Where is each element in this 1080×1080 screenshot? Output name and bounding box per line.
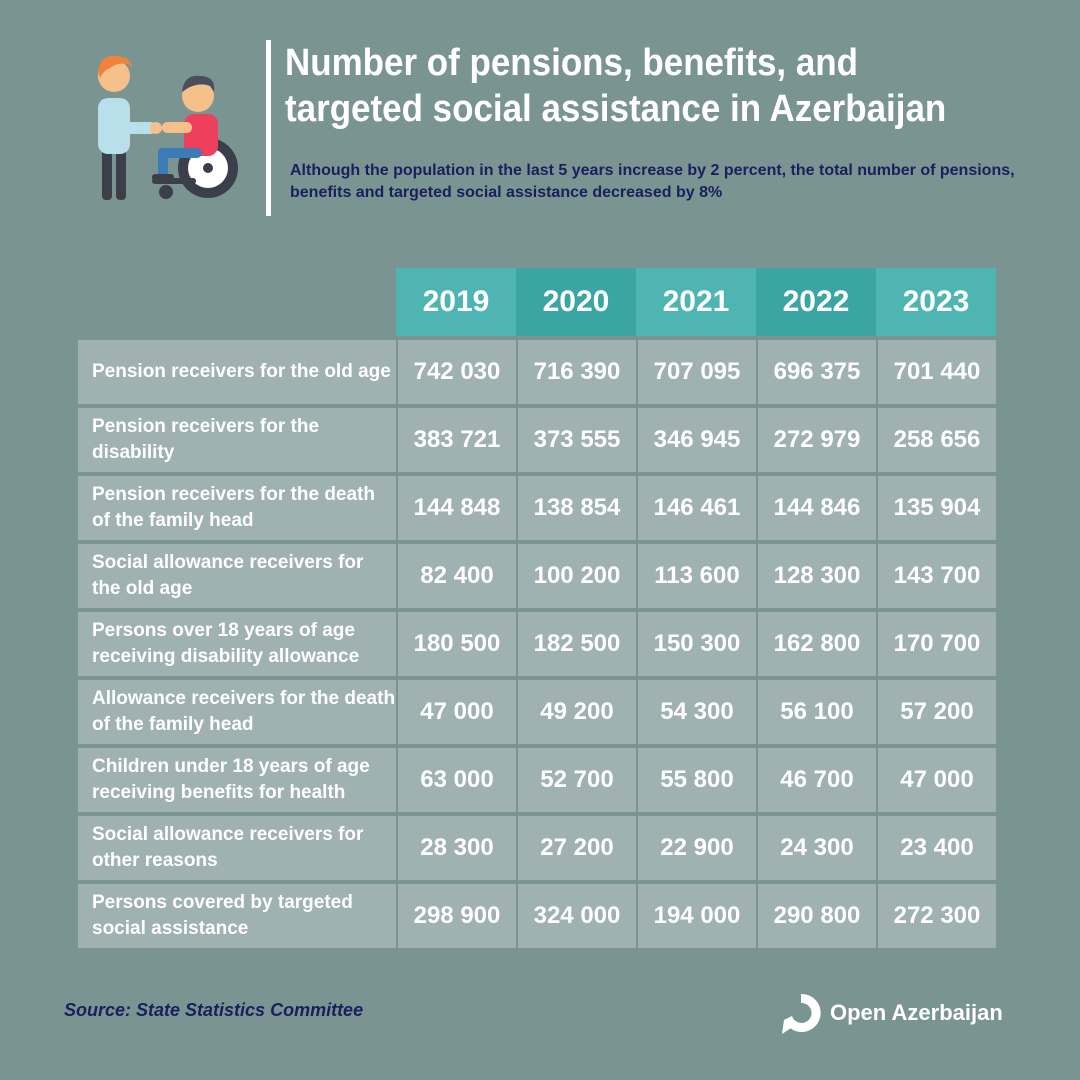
table-row <box>78 884 999 948</box>
year-header-2021: 2021 <box>636 268 756 336</box>
table-row <box>78 816 999 880</box>
table-cell: 54 300 <box>636 680 756 744</box>
table-cell: 47 000 <box>396 680 516 744</box>
brand-name: Open Azerbaijan <box>830 1000 1003 1025</box>
row-label: Social allowance receivers for other reasons <box>78 816 396 880</box>
year-header-2022: 2022 <box>756 268 876 336</box>
table-cell: 100 200 <box>516 544 636 608</box>
table-cell: 707 095 <box>636 340 756 404</box>
table-row <box>78 748 999 812</box>
person-shaking-hands-with-wheelchair-user-illustration <box>88 40 248 210</box>
table-cell: 146 461 <box>636 476 756 540</box>
row-label: Pension receivers for the old age <box>78 340 396 404</box>
table-cell: 170 700 <box>876 612 996 676</box>
page-title: Number of pensions, benefits, and targeted social assistance in Azerbaijan <box>285 42 947 130</box>
table-cell: 144 846 <box>756 476 876 540</box>
row-label: Pension receivers for the death of the family head <box>78 476 396 540</box>
row-label: Allowance receivers for the death of the family head <box>78 680 396 744</box>
row-label: Social allowance receivers for the old age <box>78 544 396 608</box>
table-cell: 57 200 <box>876 680 996 744</box>
table-cell: 182 500 <box>516 612 636 676</box>
page-subtitle: Although the population in the last 5 years increase by 2 percent, the total number of pensions, benefits and targeted social assistance decreased by 8% <box>290 162 1015 201</box>
table-cell: 113 600 <box>636 544 756 608</box>
table-cell: 56 100 <box>756 680 876 744</box>
table-cell: 49 200 <box>516 680 636 744</box>
table-cell: 696 375 <box>756 340 876 404</box>
table-cell: 143 700 <box>876 544 996 608</box>
row-label: Persons covered by targeted social assistance <box>78 884 396 948</box>
table-cell: 373 555 <box>516 408 636 472</box>
table-cell: 298 900 <box>396 884 516 948</box>
table-row <box>78 612 999 676</box>
open-azerbaijan-logo-icon <box>778 990 824 1036</box>
table-cell: 22 900 <box>636 816 756 880</box>
table-cell: 27 200 <box>516 816 636 880</box>
source-note: Source: State Statistics Committee <box>64 1000 364 1020</box>
table-cell: 82 400 <box>396 544 516 608</box>
table-cell: 24 300 <box>756 816 876 880</box>
table-cell: 258 656 <box>876 408 996 472</box>
data-table <box>78 268 999 948</box>
table-cell: 144 848 <box>396 476 516 540</box>
header-spacer <box>78 268 396 336</box>
table-row <box>78 340 999 404</box>
table-cell: 716 390 <box>516 340 636 404</box>
table-cell: 63 000 <box>396 748 516 812</box>
table-cell: 150 300 <box>636 612 756 676</box>
table-cell: 742 030 <box>396 340 516 404</box>
table-cell: 52 700 <box>516 748 636 812</box>
table-cell: 324 000 <box>516 884 636 948</box>
row-label: Persons over 18 years of age receiving disability allowance <box>78 612 396 676</box>
table-cell: 272 300 <box>876 884 996 948</box>
table-header-row <box>78 268 999 336</box>
table-cell: 194 000 <box>636 884 756 948</box>
table-cell: 128 300 <box>756 544 876 608</box>
row-label: Children under 18 years of age receiving benefits for health <box>78 748 396 812</box>
table-row <box>78 408 999 472</box>
year-header-2023: 2023 <box>876 268 996 336</box>
table-cell: 23 400 <box>876 816 996 880</box>
table-cell: 272 979 <box>756 408 876 472</box>
table-cell: 28 300 <box>396 816 516 880</box>
table-cell: 346 945 <box>636 408 756 472</box>
title-divider <box>266 40 271 216</box>
table-cell: 701 440 <box>876 340 996 404</box>
table-cell: 138 854 <box>516 476 636 540</box>
table-cell: 135 904 <box>876 476 996 540</box>
row-label: Pension receivers for the disability <box>78 408 396 472</box>
table-cell: 383 721 <box>396 408 516 472</box>
table-row <box>78 680 999 744</box>
year-header-2019: 2019 <box>396 268 516 336</box>
table-cell: 290 800 <box>756 884 876 948</box>
table-row <box>78 476 999 540</box>
table-cell: 46 700 <box>756 748 876 812</box>
table-row <box>78 544 999 608</box>
year-header-2020: 2020 <box>516 268 636 336</box>
table-cell: 162 800 <box>756 612 876 676</box>
table-cell: 180 500 <box>396 612 516 676</box>
table-cell: 55 800 <box>636 748 756 812</box>
table-cell: 47 000 <box>876 748 996 812</box>
brand-logo <box>778 990 1003 1036</box>
